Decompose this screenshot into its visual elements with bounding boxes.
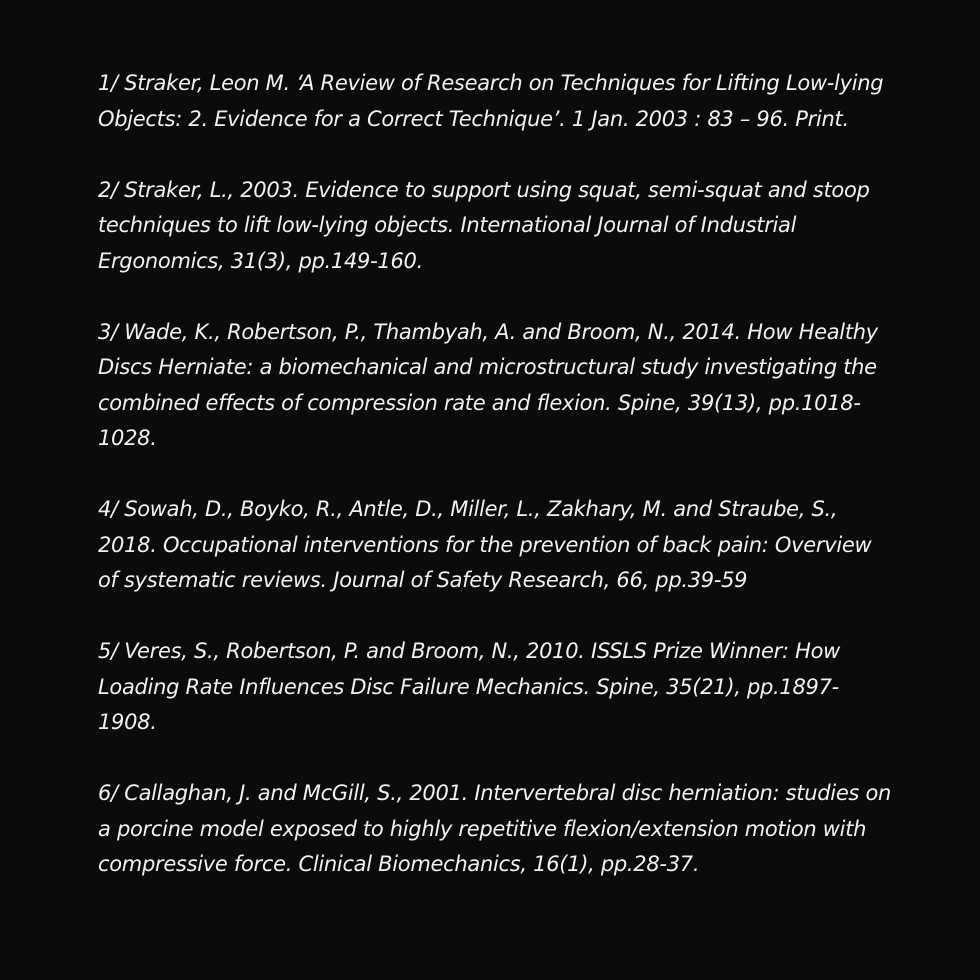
reference-item-2: 2/ Straker, L., 2003. Evidence to support using squat, semi-squat and stoop techniques to lift low-lying objects. International Journal of Industrial Ergonomics, 31(3), pp.149-160. <box>98 177 870 273</box>
reference-item-6: 6/ Callaghan, J. and McGill, S., 2001. Intervertebral disc herniation: studies on a porcine model exposed to highly repetitive flexion/extension motion with compressive force. Clinical Biomechanics, 16(1), pp.28-37. <box>98 781 892 876</box>
reference-item-4: 4/ Sowah, D., Boyko, R., Antle, D., Miller, L., Zakhary, M. and Straube, S., 2018. Occupational interventions for the prevention of back pain: Overview of systematic reviews. Journal of Safety Research, 66, pp.39-59 <box>98 497 872 592</box>
reference-item-5: 5/ Veres, S., Robertson, P. and Broom, N., 2010. ISSLS Prize Winner: How Loading Rate Influences Disc Failure Mechanics. Spine, 35(21), pp.1897-1908. <box>98 639 841 734</box>
reference-list <box>98 66 892 883</box>
reference-item-1: 1/ Straker, Leon M. ‘A Review of Research on Techniques for Lifting Low-lying Objects: 2. Evidence for a Correct Technique’. 1 Jan. 2003 : 83 – 96. Print. <box>98 71 884 131</box>
reference-item-3: 3/ Wade, K., Robertson, P., Thambyah, A. and Broom, N., 2014. How Healthy Discs Herniate: a biomechanical and microstructural study investigating the combined effects of compression rate and flexion. Spine, 39(13), pp.1018-1028. <box>98 319 878 450</box>
